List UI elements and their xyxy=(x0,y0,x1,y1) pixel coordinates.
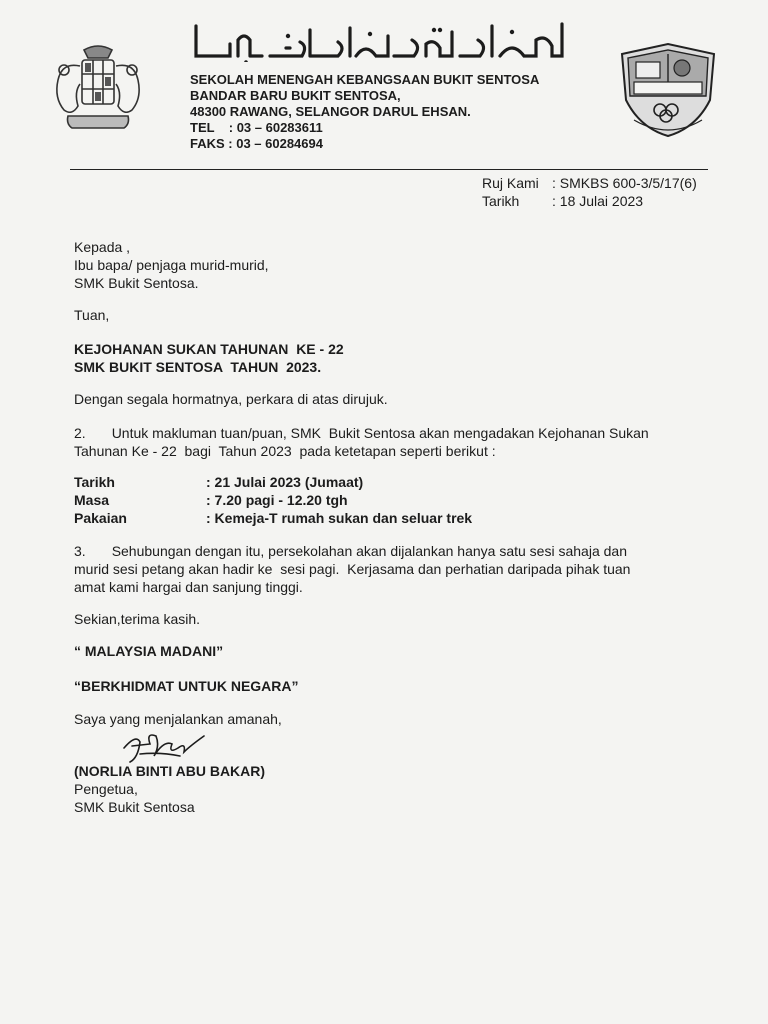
fax: FAKS : 03 – 60284694 xyxy=(190,136,323,151)
detail-row-date xyxy=(74,473,472,491)
school-shield-logo-icon xyxy=(614,40,722,140)
letterhead xyxy=(190,72,539,152)
recipient-line-2: Ibu bapa/ penjaga murid-murid, xyxy=(74,257,269,273)
signatory-name: (NORLIA BINTI ABU BAKAR) xyxy=(74,763,266,779)
header-divider xyxy=(70,169,708,170)
school-name: SEKOLAH MENENGAH KEBANGSAAN BUKIT SENTOSA xyxy=(190,72,540,87)
paragraph-3-line-1 xyxy=(74,542,627,560)
svg-text:سکوله منڠه کبڠسأن بوکيت سنتوسا: سکوله منڠه کبڠسأن بوکيت سنتوسا xyxy=(190,18,205,19)
detail-row-time xyxy=(74,491,472,509)
paragraph-2-number: 2. xyxy=(74,425,86,441)
paragraph-3-line-3: amat kami hargai dan sanjung tinggi. xyxy=(74,579,303,595)
subject-line-2: SMK BUKIT SENTOSA TAHUN 2023. xyxy=(74,359,322,375)
detail-value: : 7.20 pagi - 12.20 tgh xyxy=(206,492,348,508)
event-details xyxy=(74,473,472,527)
salutation: Tuan, xyxy=(74,307,110,323)
address-line-1: BANDAR BARU BUKIT SENTOSA, xyxy=(190,88,401,103)
telephone: TEL : 03 – 60283611 xyxy=(190,120,323,135)
subject-line-1: KEJOHANAN SUKAN TAHUNAN KE - 22 xyxy=(74,341,344,357)
detail-value: : Kemeja-T rumah sukan dan seluar trek xyxy=(206,510,473,526)
recipient-line-3: SMK Bukit Sentosa. xyxy=(74,275,199,291)
tarikh-value: : 18 Julai 2023 xyxy=(552,193,644,209)
detail-label: Pakaian xyxy=(74,510,127,526)
paragraph-2-line-2: Tahunan Ke - 22 bagi Tahun 2023 pada ketetapan seperti berikut : xyxy=(74,443,496,459)
detail-value: : 21 Julai 2023 (Jumaat) xyxy=(206,474,364,490)
jawi-school-name xyxy=(190,18,568,62)
amanah-line: Saya yang menjalankan amanah, xyxy=(74,711,282,727)
ruj-label: Ruj Kami xyxy=(482,175,539,191)
closing: Sekian,terima kasih. xyxy=(74,611,201,627)
motto-berkhidmat: “BERKHIDMAT UNTUK NEGARA” xyxy=(74,678,299,694)
reference-block xyxy=(482,174,697,210)
intro-paragraph: Dengan segala hormatnya, perkara di atas dirujuk. xyxy=(74,391,388,407)
paragraph-2-line-1 xyxy=(74,424,649,442)
address-line-2: 48300 RAWANG, SELANGOR DARUL EHSAN. xyxy=(190,104,471,119)
signatory-school: SMK Bukit Sentosa xyxy=(74,799,195,815)
recipient-block xyxy=(74,238,269,292)
malaysia-coat-of-arms-icon xyxy=(44,44,152,140)
ruj-value: : SMKBS 600-3/5/17(6) xyxy=(552,175,697,191)
detail-row-attire xyxy=(74,509,472,527)
paragraph-3-line-2: murid sesi petang akan hadir ke sesi pagi. Kerjasama dan perhatian daripada pihak tuan xyxy=(74,561,631,577)
paragraph-2-text-1: Untuk makluman tuan/puan, SMK Bukit Sentosa akan mengadakan Kejohanan Sukan xyxy=(111,425,649,441)
signatory-block xyxy=(74,762,265,816)
paragraph-3-text-1: Sehubungan dengan itu, persekolahan akan dijalankan hanya satu sesi sahaja dan xyxy=(111,543,627,559)
signatory-title: Pengetua, xyxy=(74,781,138,797)
motto-malaysia-madani: “ MALAYSIA MADANI” xyxy=(74,643,224,659)
tarikh-label: Tarikh xyxy=(482,193,520,209)
paragraph-3-number: 3. xyxy=(74,543,86,559)
detail-label: Masa xyxy=(74,492,110,508)
detail-label: Tarikh xyxy=(74,474,115,490)
recipient-line-1: Kepada , xyxy=(74,239,131,255)
